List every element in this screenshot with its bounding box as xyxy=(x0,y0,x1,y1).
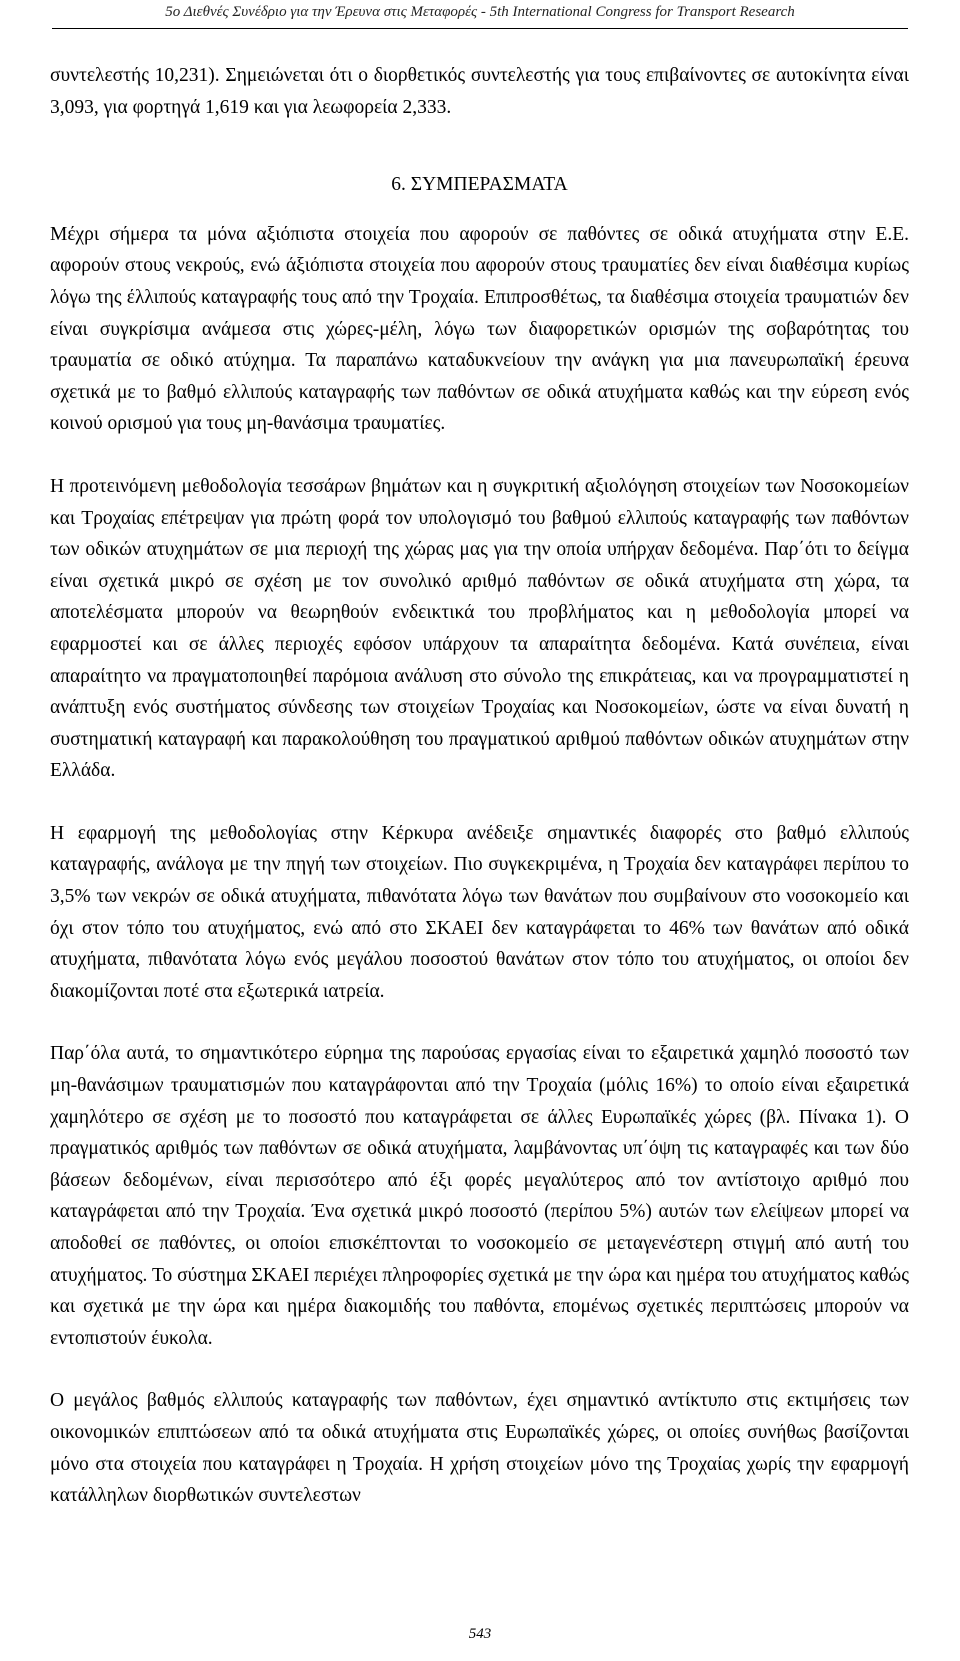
spacer xyxy=(50,201,909,219)
page-number: 543 xyxy=(468,1626,492,1642)
spacer xyxy=(50,787,909,818)
spacer xyxy=(50,123,909,169)
paragraph: Η εφαρμογή της μεθοδολογίας στην Κέρκυρα ανέδειξε σημαντικές διαφορές στο βαθμό ελλιπούς καταγραφής, ανάλογα με την πηγή των στοιχείων. Πιο συγκεκριμένα, η Τροχαία δεν καταγράφει περίπου το 3,5% των νεκρών σε οδικά ατυχήματα, πιθανότατα λόγω των θανάτων που συμβαίνουν στο νοσοκομείο και όχι στον τόπο του ατυχήματος, ενώ από στο ΣΚΑΕΙ δεν καταγράφεται το 46% των θανάτων από οδικά ατυχήματα, πιθανότατα λόγω ενός μεγάλου ποσοστού θανάτων στον τόπο του ατυχήματος, οι οποίοι δεν διακομίζονται ποτέ στα εξωτερικά ιατρεία. xyxy=(50,822,909,1002)
section-heading: 6. ΣΥΜΠΕΡΑΣΜΑΤΑ xyxy=(391,174,568,196)
paragraph: Μέχρι σήμερα τα μόνα αξιόπιστα στοιχεία που αφορούν σε παθόντες σε οδικά ατυχήματα στην Ε.Ε. αφορούν στους νεκρούς, ενώ άξιόπιστα στοιχεία που αφορούν στους τραυματίες δεν είναι διαθέσιμα κυρίως λόγω της έλλιπούς καταγραφής τους από την Τροχαία. Επιπροσθέτως, τα διαθέσιμα στοιχεία τραυματιών δεν είναι συγκρίσιμα ανάμεσα στις χώρες-μέλη, λόγω των διαφορετικών ορισμών της σοβαρότητας του τραυματία σε οδικό ατύχημα. Τα παραπάνω καταδυκνείουν την ανάγκη για μια πανευρωπαϊκή έρευνα σχετικά με το βαθμό ελλιπούς καταγραφής των παθόντων σε οδικά ατυχήματα καθώς και την εύρεση ενός κοινού ορισμού για τους μη-θανάσιμα τραυματίες. xyxy=(50,223,909,435)
paragraph-continuation: συντελεστής 10,231). Σημειώνεται ότι ο διορθετικός συντελεστής για τους επιβαίνοντες σε αυτοκίνητα είναι 3,093, για φορτηγά 1,619 και για λεωφορεία 2,333. xyxy=(50,65,909,118)
running-header: 5ο Διεθνές Συνέδριο για την Έρευνα στις Μεταφορές - 5th International Congress for Transport Research xyxy=(165,4,795,20)
spacer xyxy=(50,440,909,471)
header-rule xyxy=(52,28,908,29)
body-text xyxy=(50,60,909,1512)
paragraph: Παρ΄όλα αυτά, το σημαντικότερο εύρημα της παρούσας εργασίας είναι το εξαιρετικά χαμηλό ποσοστό των μη-θανάσιμων τραυματισμών που καταγράφονται από την Τροχαία (μόλις 16%) το οποίο είναι εξαιρετικά χαμηλότερο σε σχέση με το ποσοστό που καταγράφεται σε άλλες Ευρωπαϊκές χώρες (βλ. Πίνακα 1). Ο πραγματικός αριθμός των παθόντων σε οδικά ατυχήματα, λαμβάνοντας υπ΄όψη τις καταγραφές και των δύο βάσεων δεδομένων, είναι περισσότερο από έξι φορές μεγαλύτερος από τον αντίστοιχο αριθμό που καταγράφεται από την Τροχαία. Ένα σχετικά μικρό ποσοστό (περίπου 5%) αυτών των ελείψεων μπορεί να αποδοθεί σε παθόντες, οι οποίοι επισκέπτονται το νοσοκομείο σε μεταγενέστερη στιγμή από αυτή του ατυχήματος. Το σύστημα ΣΚΑΕΙ περιέχει πληροφορίες σχετικά με την ώρα και ημέρα του ατυχήματος καθώς και σχετικά με την ώρα και ημέρα διακομιδής του παθόντα, επομένως σχετικές περιπτώσεις μπορούν να εντοπιστούν έυκολα. xyxy=(50,1043,909,1349)
spacer xyxy=(50,1007,909,1038)
paragraph: Η προτεινόμενη μεθοδολογία τεσσάρων βημάτων και η συγκριτική αξιολόγηση στοιχείων των Νοσοκομείων και Τροχαίας επέτρεψαν για πρώτη φορά τον υπολογισμό του βαθμού ελλιπούς καταγραφής των παθόντων των οδικών ατυχημάτων σε μια περιοχή της χώρας μας για την οποία υπήρχαν δεδομένα. Παρ΄ότι το δείγμα είναι σχετικά μικρό σε σχέση με τον συνολικό αριθμό παθόντων σε οδικά ατυχήματα στη χώρα, τα αποτελέσματα μπορούν να θεωρηθούν ενδεικτικά του προβλήματος και η μεθοδολογία μπορεί να εφαρμοστεί και σε άλλες περιοχές εφόσον υπάρχουν τα απαραίτητα δεδομένα. Κατά συνέπεια, είναι απαραίτητο να πραγματοποιηθεί παρόμοια ανάλυση στο σύνολο της επικράτειας, και να προγραμματιστεί η ανάπτυξη ενός συστήματος σύνδεσης των στοιχείων Τροχαίας και Νοσοκομείων, ώστε να είναι δυνατή η συστηματική καταγραφή και παρακολούθηση του πραγματικού αριθμού παθόντων οδικών ατυχημάτων στην Ελλάδα. xyxy=(50,475,909,782)
spacer xyxy=(50,1354,909,1385)
paragraph: Ο μεγάλος βαθμός ελλιπούς καταγραφής των παθόντων, έχει σημαντικό αντίκτυπο στις εκτιμήσεις των οικονομικών επιπτώσεων από τα οδικά ατυχήματα στις Ευρωπαϊκές χώρες, οι οποίες συνήθως βασίζονται μόνο στα στοιχεία που καταγράφει η Τροχαία. Η χρήση στοιχείων μόνο της Τροχαίας χωρίς την εφαρμογή κατάλληλων διορθωτικών συντελεστων xyxy=(50,1390,909,1507)
